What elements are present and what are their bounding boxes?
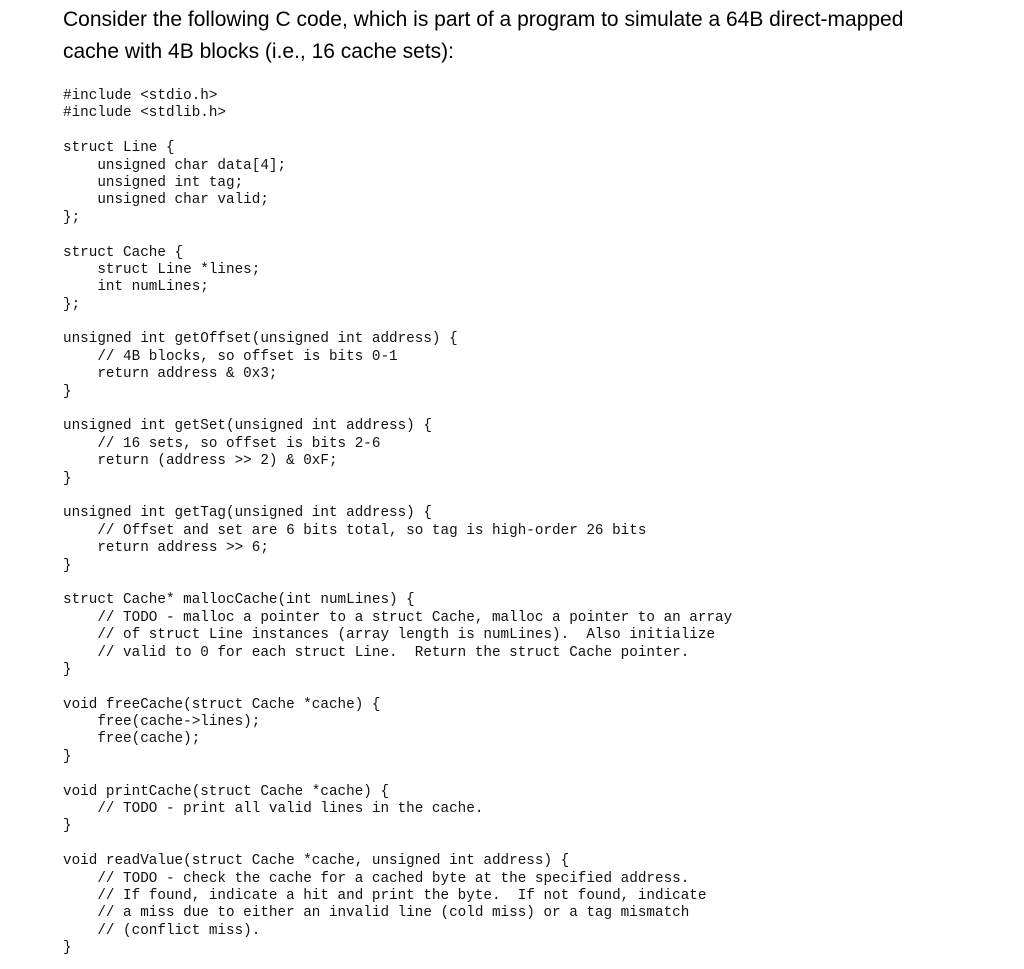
code-line: unsigned char valid; bbox=[63, 192, 269, 209]
code-line bbox=[63, 314, 1003, 331]
code-line: return address >> 6; bbox=[63, 540, 269, 557]
code-line: } bbox=[63, 748, 72, 765]
code-line bbox=[63, 401, 1003, 418]
code-line: // (conflict miss). bbox=[63, 922, 261, 939]
code-line: void freeCache(struct Cache *cache) { bbox=[63, 696, 381, 713]
code-line: void readValue(struct Cache *cache, unsigned int address) { bbox=[63, 853, 570, 870]
code-line bbox=[63, 575, 1003, 592]
code-line: // 16 sets, so offset is bits 2-6 bbox=[63, 435, 381, 452]
code-line: // Offset and set are 6 bits total, so tag is high-order 26 bits bbox=[63, 522, 647, 539]
code-line: unsigned char data[4]; bbox=[63, 157, 287, 174]
code-line: #include <stdio.h> bbox=[63, 88, 218, 104]
code-line: } bbox=[63, 818, 72, 835]
code-line: free(cache); bbox=[63, 731, 201, 748]
code-line: unsigned int tag; bbox=[63, 174, 244, 191]
code-line: struct Line { bbox=[63, 140, 175, 157]
code-line: }; bbox=[63, 209, 81, 226]
code-line: } bbox=[63, 940, 72, 957]
question-line-2: cache with 4B blocks (i.e., 16 cache sets): bbox=[63, 40, 455, 63]
code-line bbox=[63, 488, 1003, 505]
code-line: } bbox=[63, 557, 72, 574]
code-line bbox=[63, 123, 1003, 140]
code-line: unsigned int getTag(unsigned int address) { bbox=[63, 505, 432, 522]
code-line: // valid to 0 for each struct Line. Return the struct Cache pointer. bbox=[63, 644, 690, 661]
code-line bbox=[63, 679, 1003, 696]
code-line: } bbox=[63, 661, 72, 678]
code-line: // TODO - malloc a pointer to a struct Cache, malloc a pointer to an array bbox=[63, 609, 733, 626]
code-line: void printCache(struct Cache *cache) { bbox=[63, 783, 390, 800]
code-line: // a miss due to either an invalid line (cold miss) or a tag mismatch bbox=[63, 905, 690, 922]
code-line: struct Cache { bbox=[63, 244, 184, 261]
code-line: } bbox=[63, 470, 72, 487]
code-line: struct Cache* mallocCache(int numLines) { bbox=[63, 592, 415, 609]
code-line: // TODO - print all valid lines in the cache. bbox=[63, 801, 484, 818]
code-line: int numLines; bbox=[63, 279, 209, 296]
code-line: // If found, indicate a hit and print the byte. If not found, indicate bbox=[63, 887, 707, 904]
code-line: unsigned int getOffset(unsigned int address) { bbox=[63, 331, 458, 348]
code-line bbox=[63, 227, 1003, 244]
question-line-1: Consider the following C code, which is part of a program to simulate a 64B direct-mapped bbox=[63, 8, 904, 31]
code-line: return (address >> 2) & 0xF; bbox=[63, 453, 338, 470]
code-line: // TODO - check the cache for a cached byte at the specified address. bbox=[63, 870, 690, 887]
question-text bbox=[63, 4, 963, 68]
code-line: }; bbox=[63, 296, 81, 313]
code-line: // of struct Line instances (array length is numLines). Also initialize bbox=[63, 627, 716, 644]
code-line: #include <stdlib.h> bbox=[63, 105, 227, 122]
code-line bbox=[63, 766, 1003, 783]
code-line bbox=[63, 836, 1003, 853]
code-line: } bbox=[63, 383, 72, 400]
code-line: struct Line *lines; bbox=[63, 261, 261, 278]
code-line: // 4B blocks, so offset is bits 0-1 bbox=[63, 348, 398, 365]
code-line: free(cache->lines); bbox=[63, 714, 261, 731]
code-block bbox=[63, 88, 1003, 958]
code-line: return address & 0x3; bbox=[63, 366, 278, 383]
code-line: unsigned int getSet(unsigned int address) { bbox=[63, 418, 432, 435]
